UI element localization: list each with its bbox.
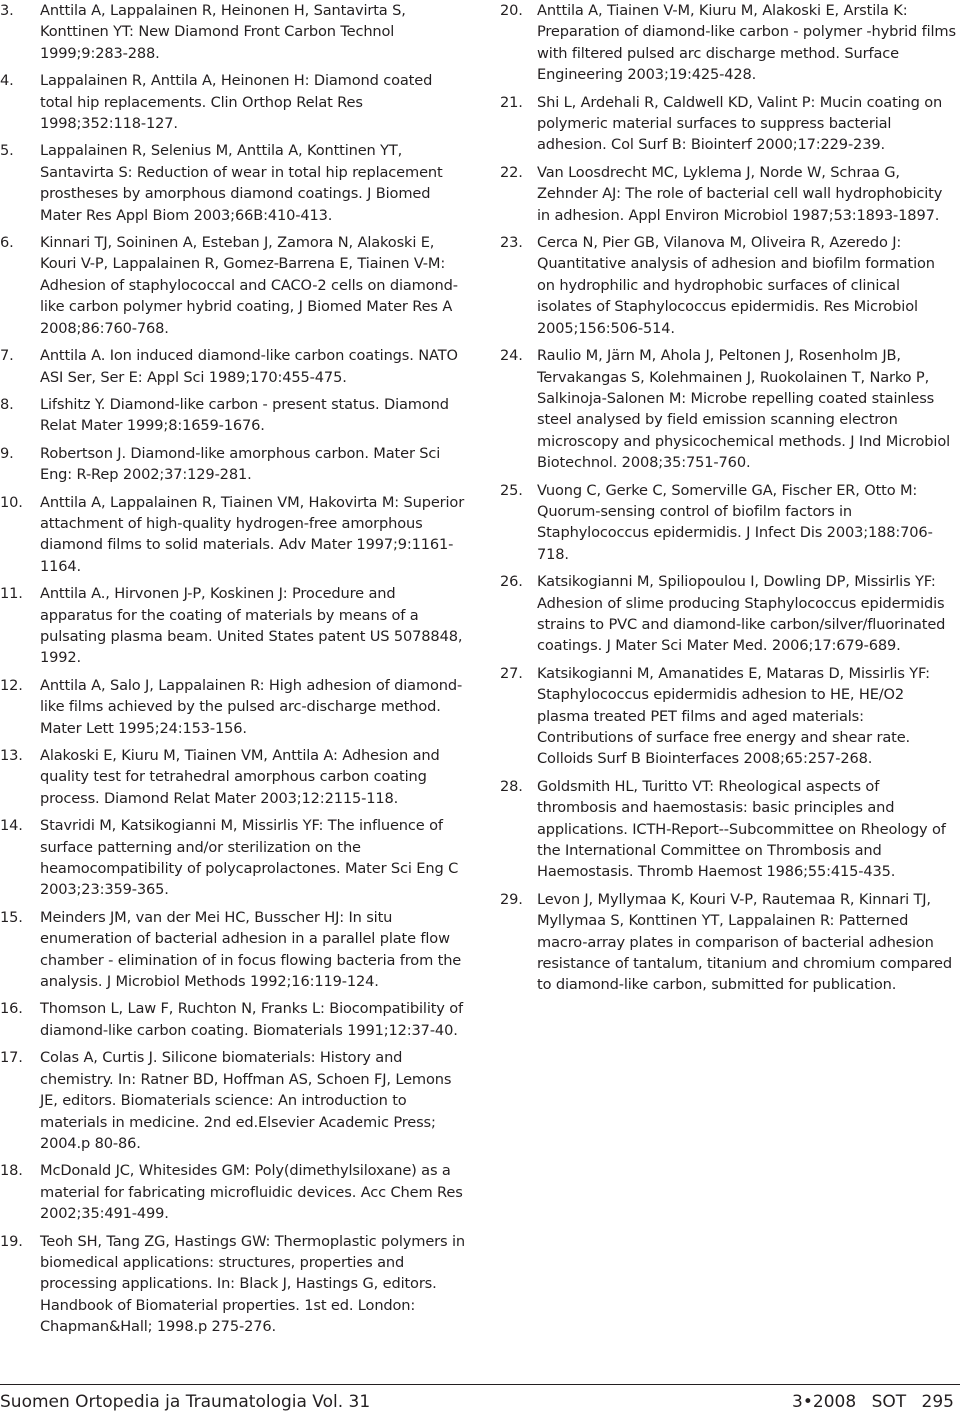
reference-item [500, 162, 956, 226]
issue-number: 3 [792, 1392, 803, 1412]
reference-text: Colas A, Curtis J. Silicone biomaterials: History and chemistry. In: Ratner BD, Hoffman AS, Schoen FJ, Lemons JE, editors. Biomaterials science: An introduction to materials in medicine. 2nd ed.Elsevier Academic Press; 2004.p 80-86. [40, 1049, 452, 1152]
reference-text: Lifshitz Y. Diamond-like carbon - present status. Diamond Relat Mater 1999;8:1659-1676. [40, 395, 449, 435]
reference-text: Katsikogianni M, Amanatides E, Mataras D, Missirlis YF: Staphylococcus epidermidis adhesion to HE, HE/O2 plasma treated PET films and aged materials: Contributions of surface free energy and shear rate. Colloids Surf B Biointerfaces 2008;65:257-268. [537, 664, 930, 768]
reference-item [0, 140, 468, 226]
reference-item [0, 675, 468, 739]
reference-text: Meinders JM, van der Mei HC, Busscher HJ: In situ enumeration of bacterial adhesion in a parallel plate flow chamber - elimination of in focus flowing bacteria from the analysis. J Microbiol Methods 1992;16:119-124. [40, 908, 462, 991]
reference-item [500, 92, 956, 156]
reference-item [0, 0, 468, 64]
reference-number: 10. [0, 493, 23, 511]
reference-item [500, 776, 956, 883]
reference-text: Alakoski E, Kiuru M, Tiainen VM, Anttila A: Adhesion and quality test for tetrahedral amorphous carbon coating process. Diamond Relat Mater 2003;12:2115-118. [40, 747, 440, 807]
reference-text: Raulio M, Järn M, Ahola J, Peltonen J, Rosenholm JB, Tervakangas S, Kolehmainen J, Ruokolainen T, Narko P, Salkinoja-Salonen M: Microbe repelling coated stainless steel analysed by field emission scanning electron microscopy and physicochemical methods. J Ind Microbiol Biotechnol. 2008;35:751-760. [537, 347, 951, 472]
reference-text: Anttila A, Tiainen V-M, Kiuru M, Alakoski E, Arstila K: Preparation of diamond-like carbon - polymer -hybrid films with filtered pulsed arc discharge method. Surface Engineering 2003;19:425-428. [537, 2, 956, 84]
reference-item [0, 394, 468, 437]
reference-number: 11. [0, 585, 23, 603]
reference-number: 28. [500, 777, 523, 795]
reference-number: 21. [500, 93, 523, 111]
reference-text: Katsikogianni M, Spiliopoulou I, Dowling DP, Missirlis YF: Adhesion of slime producing Staphylococcus epidermidis strains to PVC and diamond-like carbon/silver/fluorinated coatings. J Mater Sci Mater Med. 2006;17:679-689. [537, 573, 946, 655]
reference-number: 7. [0, 347, 14, 365]
reference-item [0, 815, 468, 901]
reference-number: 8. [0, 395, 14, 413]
reference-number: 6. [0, 234, 14, 252]
reference-text: Anttila A., Hirvonen J-P, Koskinen J: Procedure and apparatus for the coating of materials by means of a pulsating plasma beam. United States patent US 5078848, 1992. [40, 585, 463, 667]
reference-item [500, 0, 956, 86]
reference-item [500, 571, 956, 657]
reference-text: Goldsmith HL, Turitto VT: Rheological aspects of thrombosis and haemostasis: basic principles and applications. ICTH-Report--Subcommittee on Rheology of the International Committee on Thrombosis and Haemostasis. Thromb Haemost 1986;55:415-435. [537, 777, 946, 881]
issue-year: 2008 [812, 1392, 857, 1412]
reference-item [0, 70, 468, 134]
reference-item [0, 443, 468, 486]
reference-text: Shi L, Ardehali R, Caldwell KD, Valint P: Mucin coating on polymeric material surfaces to suppress bacterial adhesion. Col Surf B: Biointerf 2000;17:229-239. [537, 93, 943, 154]
reference-item [500, 889, 956, 996]
reference-number: 14. [0, 817, 23, 835]
journal-abbrev: SOT [871, 1392, 907, 1412]
reference-number: 13. [0, 747, 23, 764]
reference-number: 17. [0, 1049, 23, 1067]
reference-item [0, 907, 468, 993]
reference-text: Anttila A, Salo J, Lappalainen R: High adhesion of diamond-like films achieved by the pulsed arc-discharge method. Mater Lett 1995;24:153-156. [40, 676, 463, 737]
reference-number: 22. [500, 163, 523, 181]
reference-item [0, 1047, 468, 1154]
reference-text: Lappalainen R, Selenius M, Anttila A, Konttinen YT, Santavirta S: Reduction of wear in total hip replacement prostheses by amorphous diamond coatings. J Biomed Mater Res Appl Biom 2003;66B:410-413. [40, 142, 443, 224]
reference-number: 9. [0, 444, 14, 462]
reference-text: Robertson J. Diamond-like amorphous carbon. Mater Sci Eng: R-Rep 2002;37:129-281. [40, 444, 441, 484]
reference-text: Vuong C, Gerke C, Somerville GA, Fischer ER, Otto M: Quorum-sensing control of biofilm factors in Staphylococcus epidermidis. J Infect Dis 2003;188:706-718. [537, 481, 933, 563]
reference-text: Anttila A, Lappalainen R, Heinonen H, Santavirta S, Konttinen YT: New Diamond Front Carbon Technol 1999;9:283-288. [40, 2, 406, 62]
reference-number: 23. [500, 234, 523, 252]
reference-item [0, 345, 468, 388]
reference-item [500, 345, 956, 473]
reference-item [0, 232, 468, 339]
reference-text: Anttila A. Ion induced diamond-like carbon coatings. NATO ASI Ser, Ser E: Appl Sci 1989;170:455-475. [40, 347, 458, 386]
reference-item [0, 745, 468, 809]
reference-item [0, 1160, 468, 1224]
reference-item [0, 998, 468, 1041]
reference-number: 19. [0, 1232, 23, 1250]
reference-text: McDonald JC, Whitesides GM: Poly(dimethylsiloxane) as a material for fabricating microfluidic devices. Acc Chem Res 2002;35:491-499. [40, 1162, 463, 1223]
reference-number: 4. [0, 72, 14, 90]
reference-number: 26. [500, 573, 523, 591]
reference-number: 3. [0, 2, 14, 19]
reference-number: 20. [500, 2, 523, 19]
reference-item [0, 1231, 468, 1338]
reference-number: 27. [500, 664, 523, 682]
reference-text: Cerca N, Pier GB, Vilanova M, Oliveira R, Azeredo J: Quantitative analysis of adhesion and biofilm formation on hydrophilic and hydrophobic surfaces of clinical isolates of Staphylococcus epidermidis. Res Microbiol 2005;156:506-514. [537, 234, 935, 337]
page-footer [0, 1384, 960, 1417]
reference-text: Anttila A, Lappalainen R, Tiainen VM, Hakovirta M: Superior attachment of high-quality hydrogen-free amorphous diamond films to solid materials. Adv Mater 1997;9:1161-1164. [40, 493, 465, 575]
journal-title: Suomen Ortopedia ja Traumatologia Vol. 31 [0, 1392, 371, 1412]
reference-text: Stavridi M, Katsikogianni M, Missirlis YF: The influence of surface patterning and/or sterilization on the heamocompatibility of polycaprolactones. Mater Sci Eng C 2003;23:359-365. [40, 817, 459, 899]
reference-text: Kinnari TJ, Soininen A, Esteban J, Zamora N, Alakoski E, Kouri V-P, Lappalainen R, Gomez-Barrena E, Tiainen V-M: Adhesion of staphylococcal and CACO-2 cells on diamond-like carbon polymer hybrid coating, J Biomed Mater Res A 2008;86:760-768. [40, 234, 458, 337]
reference-number: 16. [0, 1000, 23, 1018]
reference-number: 15. [0, 908, 23, 926]
reference-item [500, 232, 956, 339]
reference-item [0, 583, 468, 669]
references-right-column [500, 0, 956, 1002]
reference-text: Thomson L, Law F, Ruchton N, Franks L: Biocompatibility of diamond-like carbon coating. Biomaterials 1991;12:37-40. [40, 1000, 464, 1039]
reference-number: 29. [500, 890, 523, 908]
reference-number: 12. [0, 676, 23, 694]
reference-number: 24. [500, 347, 523, 365]
reference-number: 18. [0, 1162, 23, 1180]
reference-item [500, 663, 956, 770]
reference-text: Levon J, Myllymaa K, Kouri V-P, Rautemaa R, Kinnari TJ, Myllymaa S, Konttinen YT, Lappalainen R: Patterned macro-array plates in comparison of bacterial adhesion resistance of tantalum, titanium and chromium compared to diamond-like carbon, submitted for publication. [537, 890, 952, 994]
page-number: 295 [921, 1392, 954, 1412]
reference-number: 25. [500, 481, 523, 499]
reference-item [0, 492, 468, 578]
reference-number: 5. [0, 142, 14, 160]
references-left-column [0, 0, 468, 1344]
reference-text: Lappalainen R, Anttila A, Heinonen H: Diamond coated total hip replacements. Clin Orthop Relat Res 1998;352:118-127. [40, 72, 433, 133]
reference-text: Van Loosdrecht MC, Lyklema J, Norde W, Schraa G, Zehnder AJ: The role of bacterial cell wall hydrophobicity in adhesion. Appl Environ Microbiol 1987;53:1893-1897. [537, 163, 943, 224]
issue-page-info [792, 1392, 954, 1412]
issue-separator: • [802, 1392, 813, 1412]
reference-item [500, 480, 956, 566]
reference-text: Teoh SH, Tang ZG, Hastings GW: Thermoplastic polymers in biomedical applications: structures, properties and processing applications. In: Black J, Hastings G, editors. Handbook of Biomaterial properties. 1st ed. London: Chapman&Hall; 1998.p 275-276. [40, 1232, 465, 1336]
